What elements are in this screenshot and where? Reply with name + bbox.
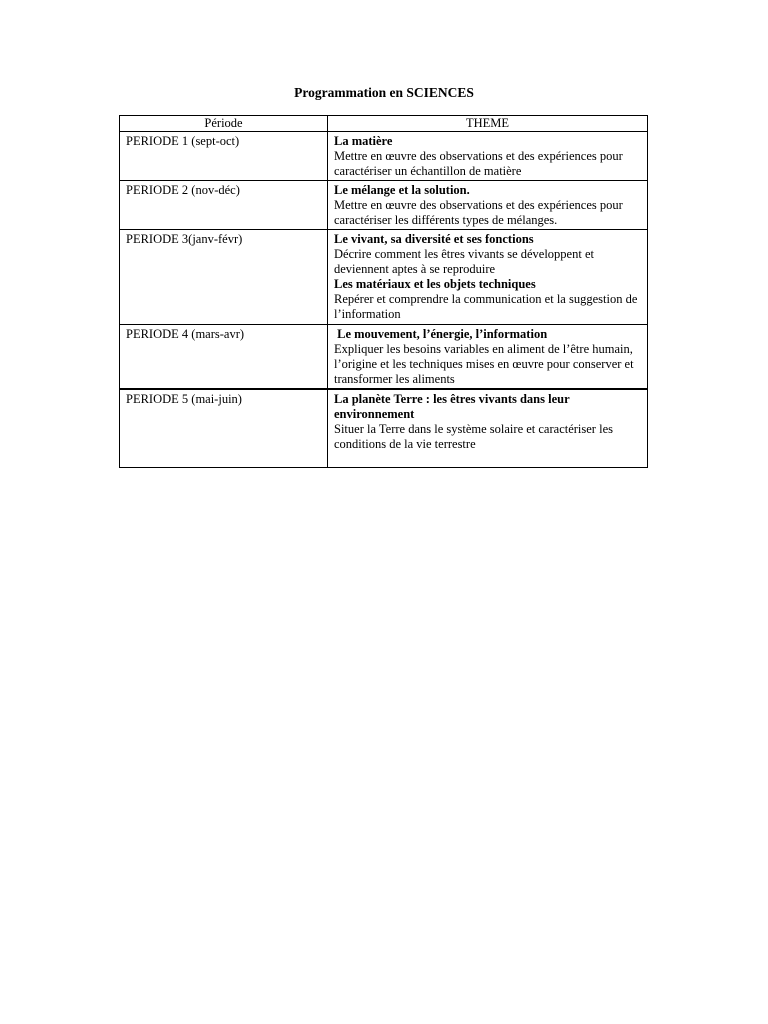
periode-cell: PERIODE 1 (sept-oct)	[120, 132, 328, 181]
theme-description: Décrire comment les êtres vivants se développent et deviennent aptes à se reproduire	[334, 247, 594, 276]
table-row	[120, 230, 648, 325]
page-title: Programmation en SCIENCES	[294, 85, 474, 100]
theme-description: Expliquer les besoins variables en aliment de l’être humain, l’origine et les techniques mises en œuvre pour conserver et transformer les aliments	[334, 342, 634, 386]
theme-description: Mettre en œuvre des observations et des expériences pour caractériser un échantillon de matière	[334, 149, 623, 178]
theme-description: Mettre en œuvre des observations et des expériences pour caractériser les différents types de mélanges.	[334, 198, 623, 227]
theme-title: Le mélange et la solution.	[334, 183, 470, 197]
theme-title: Le mouvement, l’énergie, l’information	[334, 327, 548, 341]
theme-title: Les matériaux et les objets techniques	[334, 277, 536, 291]
theme-description: Repérer et comprendre la communication et la suggestion de l’information	[334, 292, 638, 321]
header-theme: THEME	[328, 116, 648, 132]
theme-cell	[328, 230, 648, 325]
theme-description: Situer la Terre dans le système solaire et caractériser les conditions de la vie terrestre	[334, 422, 613, 451]
table-row	[120, 389, 648, 468]
header-periode: Période	[120, 116, 328, 132]
theme-title: Le vivant, sa diversité et ses fonctions	[334, 232, 534, 246]
periode-cell: PERIODE 4 (mars-avr)	[120, 325, 328, 390]
table-row	[120, 325, 648, 390]
table-header-row	[120, 116, 648, 132]
programme-table	[119, 115, 648, 468]
theme-cell	[328, 132, 648, 181]
periode-cell: PERIODE 2 (nov-déc)	[120, 181, 328, 230]
theme-cell	[328, 181, 648, 230]
periode-cell: PERIODE 3(janv-févr)	[120, 230, 328, 325]
theme-cell	[328, 325, 648, 390]
theme-title: La matière	[334, 134, 393, 148]
theme-cell	[328, 389, 648, 468]
theme-title: La planète Terre : les êtres vivants dans leur environnement	[334, 392, 570, 421]
table-row	[120, 181, 648, 230]
table-row	[120, 132, 648, 181]
periode-cell: PERIODE 5 (mai-juin)	[120, 389, 328, 468]
